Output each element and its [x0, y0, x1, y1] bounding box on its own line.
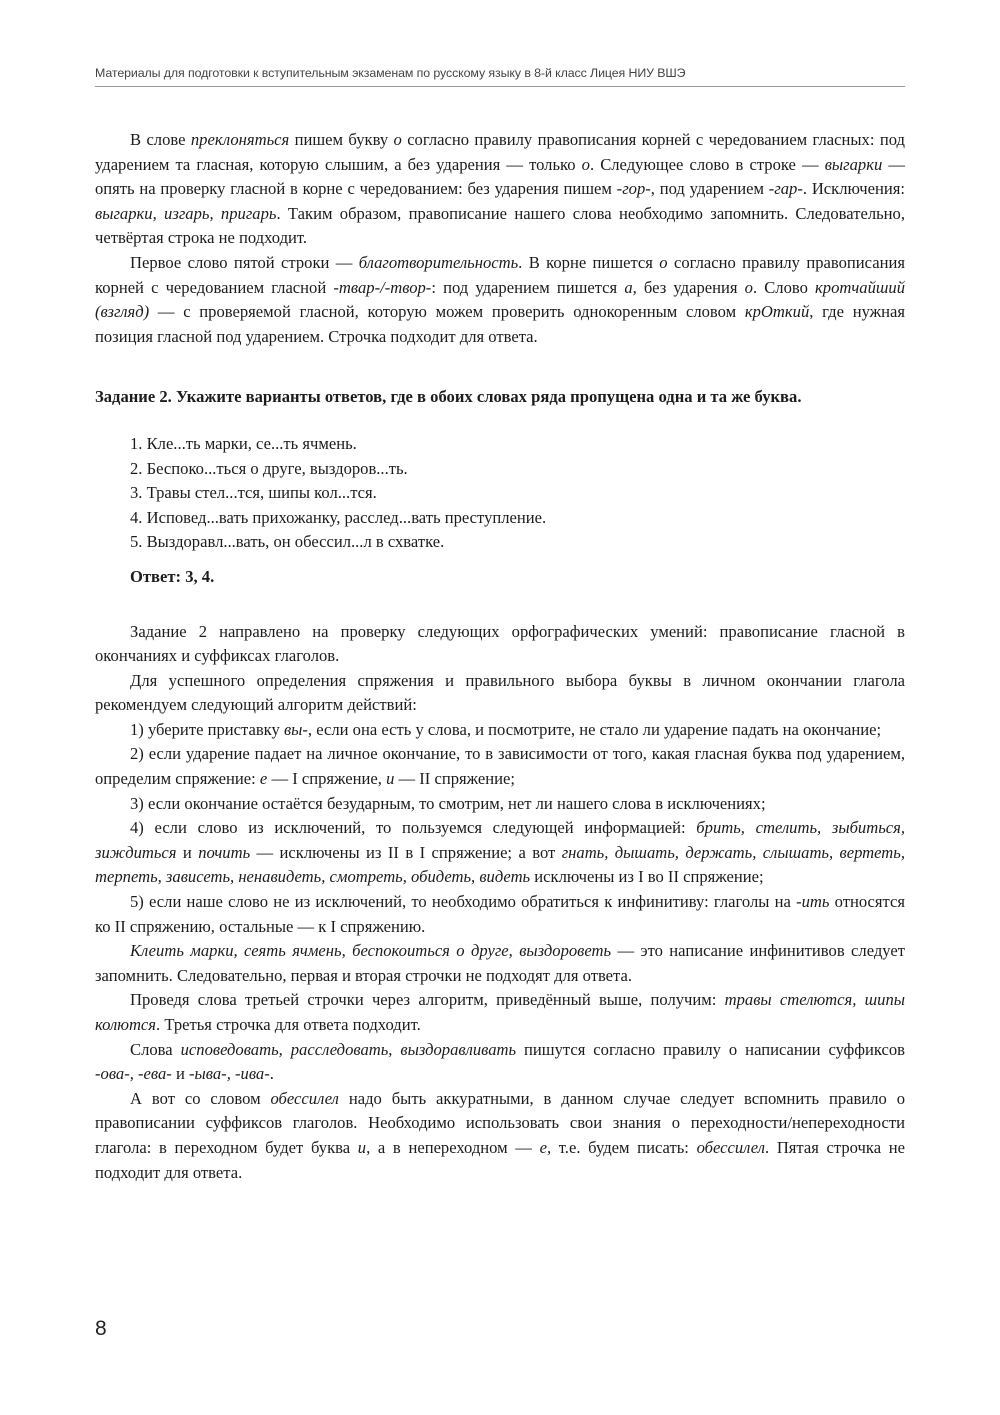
page-number: 8	[95, 1317, 107, 1340]
answer-line: Ответ: 3, 4.	[130, 566, 215, 586]
paragraph: 1) уберите приставку вы-, если она есть у слова, и посмотрите, не стало ли ударение падать на окончание;	[130, 719, 882, 739]
paragraph: Слова исповедовать, расследовать, выздоравливать пишутся согласно правилу о написании суффиксов -ова-, -ева- и -ыва-, -ива-.	[95, 1039, 905, 1084]
explanation-paragraphs	[95, 620, 905, 1186]
task-option: 4. Исповед...вать прихожанку, расслед...вать преступление.	[130, 507, 547, 527]
paragraph: Клеить марки, сеять ячмень, беспокоиться о друге, выздороветь — это написание инфинитивов следует запомнить. Следовательно, первая и вторая строчки не подходят для ответа.	[95, 941, 905, 985]
paragraph: 2) если ударение падает на личное окончание, то в зависимости от того, какая гласная буква под ударением, определим спряжение: е — I спряжение, и — II спряжение;	[95, 744, 905, 789]
page-body	[95, 128, 905, 1185]
task-option: 5. Выздоравл...вать, он обессил...л в схватке.	[130, 532, 445, 552]
paragraph: 3) если окончание остаётся безударным, то смотрим, нет ли нашего слова в исключениях;	[130, 793, 766, 813]
running-header: Материалы для подготовки к вступительным экзаменам по русскому языку в 8-й класс Лицея НИУ ВШЭ	[95, 66, 905, 87]
task-option: 3. Травы стел...тся, шипы кол...тся.	[130, 483, 377, 503]
paragraph: Проведя слова третьей строчки через алгоритм, приведённый выше, получим: травы стелются, шипы колются. Третья строчка для ответа подходит.	[95, 990, 906, 1034]
paragraph: А вот со словом обессилел надо быть аккуратными, в данном случае следует вспомнить правило о правописании суффиксов глаголов. Необходимо использовать свои знания о переходности/непереходности глагола: в переходном будет буква и, а в непереходном — е, т.е. будем писать: обессилел. Пятая строчка не подходит для ответа.	[95, 1088, 906, 1182]
task-title: Задание 2. Укажите варианты ответов, где в обоих словах ряда пропущена одна и та же буква.	[95, 387, 802, 407]
task-options-list	[95, 432, 905, 555]
paragraph: 5) если наше слово не из исключений, то необходимо обратиться к инфинитиву: глаголы на -ить относятся ко II спряжению, остальные — к I спряжению.	[95, 892, 905, 936]
intro-paragraphs	[95, 128, 905, 349]
paragraph: Для успешного определения спряжения и правильного выбора буквы в личном окончании глагола рекомендуем следующий алгоритм действий:	[95, 670, 905, 715]
task-option: 2. Беспоко...ться о друге, выздоров...ть.	[130, 458, 408, 478]
paragraph: Первое слово пятой строки — благотворительность. В корне пишется о согласно правилу правописания корней с чередованием гласной -твар-/-твор-: под ударением пишется а, без ударения о. Слово кротчайший (взгляд) — с проверяемой гласной, которую можем проверить однокоренным словом крОткий, где нужная позиция гласной под ударением. Строчка подходит для ответа.	[95, 252, 905, 346]
paragraph: В слове преклоняться пишем букву о согласно правилу правописания корней с чередованием гласных: под ударением та гласная, которую слышим, а без ударения — только о. Следующее слово в строке — выгарки — опять на проверку гласной в корне с чередованием: без ударения пишем -гор-, под ударением -гар-. Исключения: выгарки, изгарь, пригарь. Таким образом, правописание нашего слова необходимо запомнить. Следовательно, четвёртая строка не подходит.	[95, 130, 905, 248]
paragraph: 4) если слово из исключений, то пользуемся следующей информацией: брить, стелить, зыбиться, зиждиться и почить — исключены из II в I спряжение; а вот гнать, дышать, держать, слышать, вертеть, терпеть, зависеть, ненавидеть, смотреть, обидеть, видеть исключены из I во II спряжение;	[95, 818, 905, 887]
paragraph: Задание 2 направлено на проверку следующих орфографических умений: правописание гласной в окончаниях и суффиксах глаголов.	[95, 621, 905, 666]
task-option: 1. Кле...ть марки, се...ть ячмень.	[130, 433, 357, 453]
